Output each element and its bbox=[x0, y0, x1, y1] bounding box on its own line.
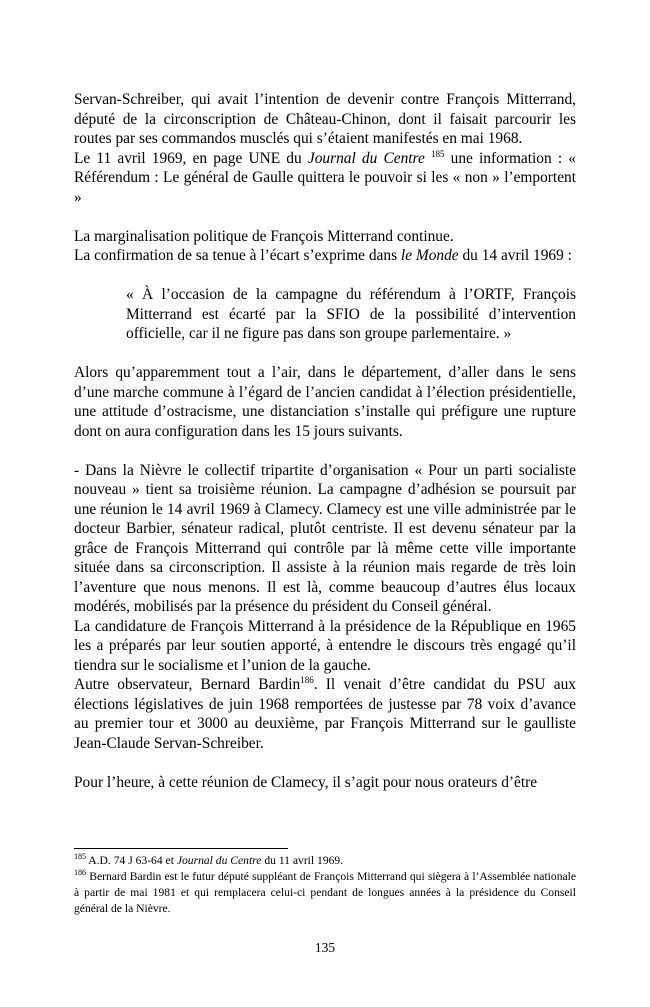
journal-title: Journal du Centre bbox=[176, 854, 262, 867]
paragraph: La candidature de François Mitterrand à la présidence de la République en 1965 les a préparés par leur soutien apporté, à entendre le discours très engagé qu’il tiendra sur le socialisme et l’union de la gauche. bbox=[74, 617, 576, 674]
footnote-divider bbox=[74, 848, 288, 849]
footnote-ref-185[interactable]: 185 bbox=[430, 148, 445, 159]
paragraph: La marginalisation politique de François Mitterrand continue. bbox=[74, 227, 454, 245]
text-run: du 14 avril 1969 : bbox=[458, 247, 572, 264]
footnote-number: 186 bbox=[74, 868, 86, 878]
footnote-ref-186[interactable]: 186 bbox=[300, 674, 314, 685]
paragraph: Alors qu’apparemment tout a l’air, dans le département, d’aller dans le sens d’une marche commune à l’égard de l’ancien candidat à l’élection présidentielle, une attitude d’ostracisme, une distanciation s’installe qui préfigure une rupture dont on aura configuration dans les 15 jours suivants. bbox=[74, 364, 576, 440]
page-number: 135 bbox=[314, 940, 336, 955]
footnote-number: 185 bbox=[74, 852, 86, 862]
text-run: Autre observateur, Bernard Bardin bbox=[74, 676, 301, 693]
text-run: . Il venait d’être candidat du PSU aux élections législatives de juin 1968 remportées de justesse par 78 voix d’avance au premier tour et 3000 au deuxième, par François Mitterrand sur le gaulliste Jean-Claude Servan-Schreiber. bbox=[74, 676, 576, 752]
paragraph: - Dans la Nièvre le collectif tripartite d’organisation « Pour un parti socialiste nouveau » tient sa troisième réunion. La campagne d’adhésion se poursuit par une réunion le 14 avril 1969 à Clamecy. Clamecy est une ville administrée par le docteur Barbier, sénateur radical, plutôt centriste. Il est devenu sénateur par la grâce de François Mitterrand qui contrôle par là même cette ville importante située dans sa circonscription. Il assiste à la réunion mais regarde de très loin l’aventure que nous menons. Il est là, comme beaucoup d’autres élus locaux modérés, mobilisés par la présence du président du Conseil général. bbox=[74, 461, 576, 615]
paragraph bbox=[74, 675, 576, 753]
text-run: La confirmation de sa tenue à l’écart s’exprime dans bbox=[74, 247, 401, 264]
paragraph bbox=[74, 246, 576, 266]
footnote-185 bbox=[74, 853, 576, 869]
journal-title: Journal du Centre bbox=[307, 149, 425, 167]
text-run: Le 11 avril 1969, en page UNE du bbox=[74, 149, 308, 167]
footnotes bbox=[74, 853, 576, 917]
text-run: du 11 avril 1969. bbox=[261, 854, 344, 867]
paragraph bbox=[74, 149, 576, 208]
footnote-186 bbox=[74, 869, 576, 917]
body-text bbox=[74, 90, 576, 792]
text-run: Bernard Bardin est le futur député suppléant de François Mitterrand qui siègera à l’Assemblée nationale à partir de mai 1981 et qui remplacera celui-ci pendant de longues années à la présidence du Conseil général de la Nièvre. bbox=[74, 870, 576, 915]
paragraph: Servan-Schreiber, qui avait l’intention de devenir contre François Mitterrand, député de la circonscription de Château-Chinon, dont il faisait parcourir les routes par ses commandos musclés qui s’étaient manifestés en mai 1968. bbox=[74, 91, 576, 147]
newspaper-title: le Monde bbox=[400, 247, 459, 264]
paragraph: Pour l’heure, à cette réunion de Clamecy, il s’agit pour nous orateurs d’être bbox=[74, 773, 538, 791]
block-quote: « À l’occasion de la campagne du référendum à l’ORTF, François Mitterrand est écarté par la SFIO de la possibilité d’intervention officielle, car il ne figure pas dans son groupe parlementaire. » bbox=[126, 286, 576, 342]
text-run: une information : « Référendum : Le général de Gaulle quittera le pouvoir si les « non » l’emportent » bbox=[74, 149, 577, 206]
text-run: A.D. 74 J 63-64 et bbox=[86, 854, 177, 867]
